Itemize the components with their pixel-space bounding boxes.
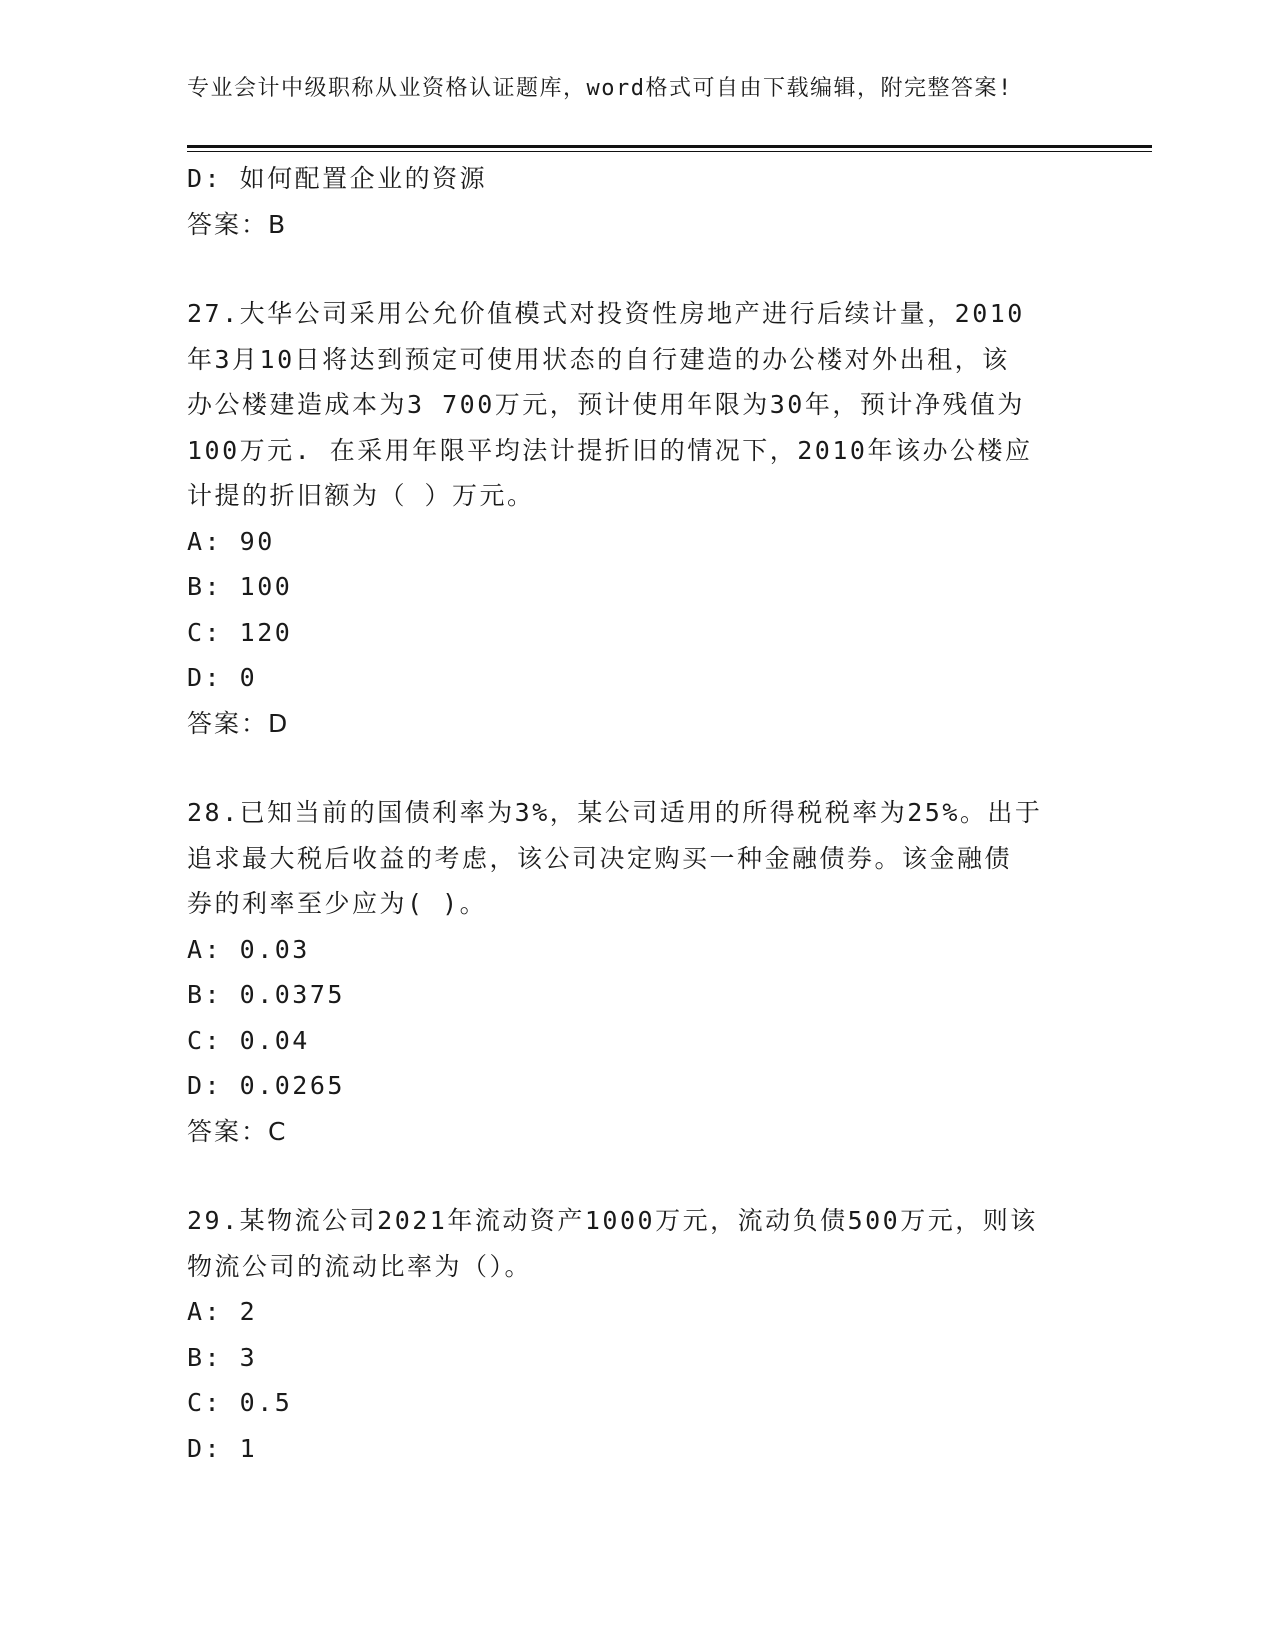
stem-line: 年3月10日将达到预定可使用状态的自行建造的办公楼对外出租，该 [187,344,1010,374]
spacer [187,1154,1087,1198]
stem-line: 29.某物流公司2021年流动资产1000万元，流动负债500万元，则该 [187,1206,1038,1235]
option-c: C: 0.04 [187,1025,310,1055]
answer-line: 答案：C [187,1116,288,1146]
option-a: A: 2 [187,1297,258,1326]
option-c: C: 120 [187,617,293,647]
header-rule-thick [187,145,1152,148]
option-b: B: 100 [187,572,293,601]
option-b: B: 3 [187,1342,258,1372]
header-rule-thin [187,151,1152,152]
option-a: A: 90 [187,526,275,556]
stem-line: 100万元. 在采用年限平均法计提折旧的情况下，2010年该办公楼应 [187,435,1033,465]
option-c: C: 0.5 [187,1388,293,1417]
option-a: A: 0.03 [187,934,310,964]
question-27-stem [187,291,1067,519]
question-29-stem [187,1198,1067,1289]
question-28-stem [187,790,1067,927]
stem-line: 券的利率至少应为( )。 [187,889,488,918]
stem-line: 计提的折旧额为（ ）万元。 [187,481,535,510]
page-header: 专业会计中级职称从业资格认证题库，word格式可自由下载编辑，附完整答案! [187,76,1013,101]
stem-line: 27.大华公司采用公允价值模式对投资性房地产进行后续计量，2010 [187,299,1025,328]
question-content [187,156,1087,1471]
stem-line: 物流公司的流动比率为（）。 [187,1251,533,1281]
spacer [187,247,1087,291]
stem-line: 28.已知当前的国债利率为3%，某公司适用的所得税税率为25%。出于 [187,798,1043,827]
spacer [187,746,1087,790]
option-b: B: 0.0375 [187,980,345,1009]
option-d: D: 1 [187,1433,258,1463]
option-d: D: 0.0265 [187,1071,345,1100]
stem-line: 办公楼建造成本为3 700万元，预计使用年限为30年，预计净残值为 [187,390,1025,419]
option-d: D: 0 [187,663,258,692]
stem-line: 追求最大税后收益的考虑，该公司决定购买一种金融债券。该金融债 [187,843,1013,873]
option-d: D: 如何配置企业的资源 [187,164,488,193]
answer-line: 答案：D [187,708,290,738]
answer-line: 答案：B [187,209,288,239]
